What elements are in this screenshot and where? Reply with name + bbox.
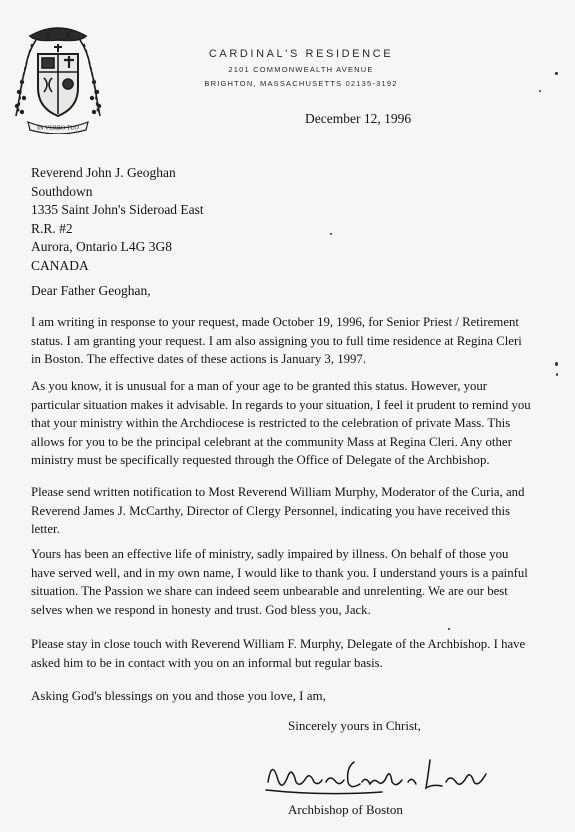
signer-title: Archbishop of Boston [288,802,403,817]
scan-speck [556,373,558,376]
paragraph-1 [31,313,571,369]
paragraph-4 [31,545,571,619]
paragraph-line: particular situation makes it advisable. In regards to your situation, I feel it prudent to remind you [31,397,531,412]
paragraph-line: selves when we respond in honesty and trust. God bless you, Jack. [31,602,371,617]
paragraph-line: status. I am granting your request. I am also assigning you to full time residence at Regina Cleri [31,333,522,348]
scan-speck [555,362,558,366]
letterhead-name: CARDINAL'S RESIDENCE [208,48,394,60]
closing-line: Asking God's blessings on you and those you love, I am, [31,688,326,703]
paragraph-line: Reverend James J. McCarthy, Director of Clergy Personnel, indicating you have received this [31,503,511,518]
paragraph-line: asked him to be in contact with you on an informal but regular basis. [31,655,383,670]
paragraph-line: As you know, it is unusual for a man of your age to be granted this status. However, your [31,379,488,393]
recipient-address [31,164,204,276]
recipient-line2: Southdown [31,183,93,199]
paragraph-2 [31,377,571,470]
paragraph-line: allows for you to be the principal celebrant at the community Mass at Regina Cleri. Any other [31,434,512,449]
scan-speck [330,233,332,235]
scan-speck [448,628,450,630]
letter-date: December 12, 1996 [305,111,412,126]
salutation: Dear Father Geoghan, [31,283,151,298]
scan-speck [555,72,558,75]
letterhead-street: 2101 COMMONWEALTH AVENUE [228,65,374,74]
paragraph-5 [31,635,571,672]
paragraph-line: Yours has been an effective life of ministry, sadly impaired by illness. On behalf of those you [31,547,509,561]
paragraph-line: I am writing in response to your request, made October 19, 1996, for Senior Priest / Retirement [31,315,519,329]
paragraph-line: have served well, and in my own name, I would like to thank you. I understand yours is a painful [31,565,528,580]
letterhead [196,48,406,88]
letterhead-city: BRIGHTON, MASSACHUSETTS 02135-3192 [204,79,398,88]
recipient-name: Reverend John J. Geoghan [31,165,176,180]
complimentary-close: Sincerely yours in Christ, [288,718,421,733]
signature-image [262,752,492,802]
scan-speck [539,90,541,92]
paragraph-line: ministry must be specifically requested through the Office of Delegate of the Archbishop. [31,453,490,468]
recipient-street: 1335 Saint John's Sideroad East [31,202,204,218]
paragraph-3 [31,483,571,539]
paragraph-line: that your ministry within the Archdiocese is restricted to the celebration of private Mass. This [31,416,511,431]
paragraph-line: Please stay in close touch with Reverend William F. Murphy, Delegate of the Archbishop. I have [31,637,526,651]
paragraph-line: Please send written notification to Most Reverend William Murphy, Moderator of the Curia, and [31,485,525,499]
crest-motto: IN VERBO TUO [37,125,79,132]
paragraph-line: in Boston. The effective dates of these actions is January 3, 1997. [31,352,367,367]
paragraph-line: letter. [31,522,60,537]
paragraph-line: situation. The Passion we share can indeed seem unbearable and unrelenting. We are our best [31,584,508,599]
recipient-country: CANADA [31,257,89,273]
coat-of-arms-icon [8,22,108,134]
recipient-rr: R.R. #2 [31,220,73,236]
recipient-city: Aurora, Ontario L4G 3G8 [31,239,172,255]
